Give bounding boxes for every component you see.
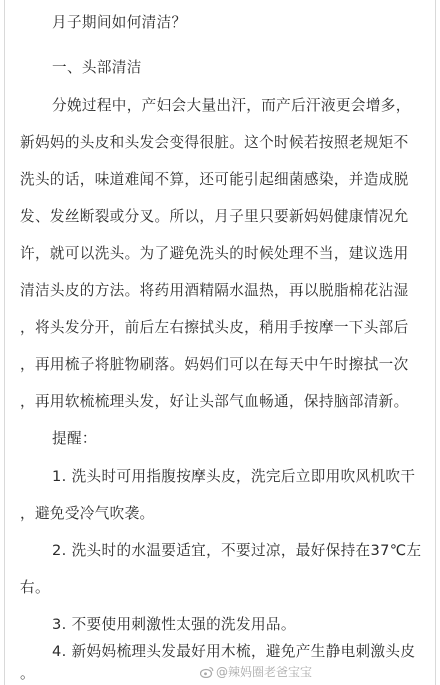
paragraph-line: 新妈妈的头皮和头发会变得很脏。这个时候若按照老规矩不 [20, 134, 409, 151]
tip-line: 4. 新妈妈梳理头发最好用木梳，避免产生静电刺激头皮 [52, 643, 416, 660]
paragraph-line: ，再用软梳梳理头发，好让头部气血畅通，保持脑部清新。 [20, 393, 409, 410]
paragraph-line: ，再用梳子将脏物刷落。妈妈们可以在每天中午时擦拭一次 [20, 356, 409, 373]
tip-line: 3. 不要使用刺激性太强的洗发用品。 [52, 616, 296, 633]
paragraph-line: ，将头发分开，前后左右擦拭头皮，稍用手按摩一下头部后 [20, 319, 409, 336]
paragraph-line: 许，就可以洗头。为了避免洗头的时候处理不当，建议选用 [20, 245, 409, 262]
paragraph-line: 分娩过程中，产妇会大量出汗，而产后汗液更会增多， [52, 97, 411, 114]
tip-line: ，避免受冷气吹袭。 [20, 505, 155, 522]
paragraph-line: 发、发丝断裂或分叉。所以，月子里只要新妈妈健康情况允 [20, 208, 409, 225]
paragraph-line: 清洁头皮的方法。将药用酒精隔水温热，再以脱脂棉花沾湿 [20, 282, 409, 299]
tips-label: 提醒： [52, 430, 97, 447]
watermark [200, 664, 312, 680]
watermark-text: @辣妈圈老爸宝宝 [216, 665, 313, 679]
tip-line: 1. 洗头时可用指腹按摩头皮，洗完后立即用吹风机吹干 [52, 468, 416, 485]
weibo-icon [200, 666, 214, 678]
tip-line: 。 [20, 665, 35, 682]
section-heading: 一、头部清洁 [52, 59, 142, 76]
paragraph-line: 洗头的话，味道难闻不算，还可能引起细菌感染，并造成脱 [20, 171, 409, 188]
document-title: 月子期间如何清洁？ [52, 14, 187, 31]
tip-line: 2. 洗头时的水温要适宜，不要过凉，最好保持在37℃左 [52, 542, 422, 559]
tip-line: 右。 [20, 579, 50, 596]
